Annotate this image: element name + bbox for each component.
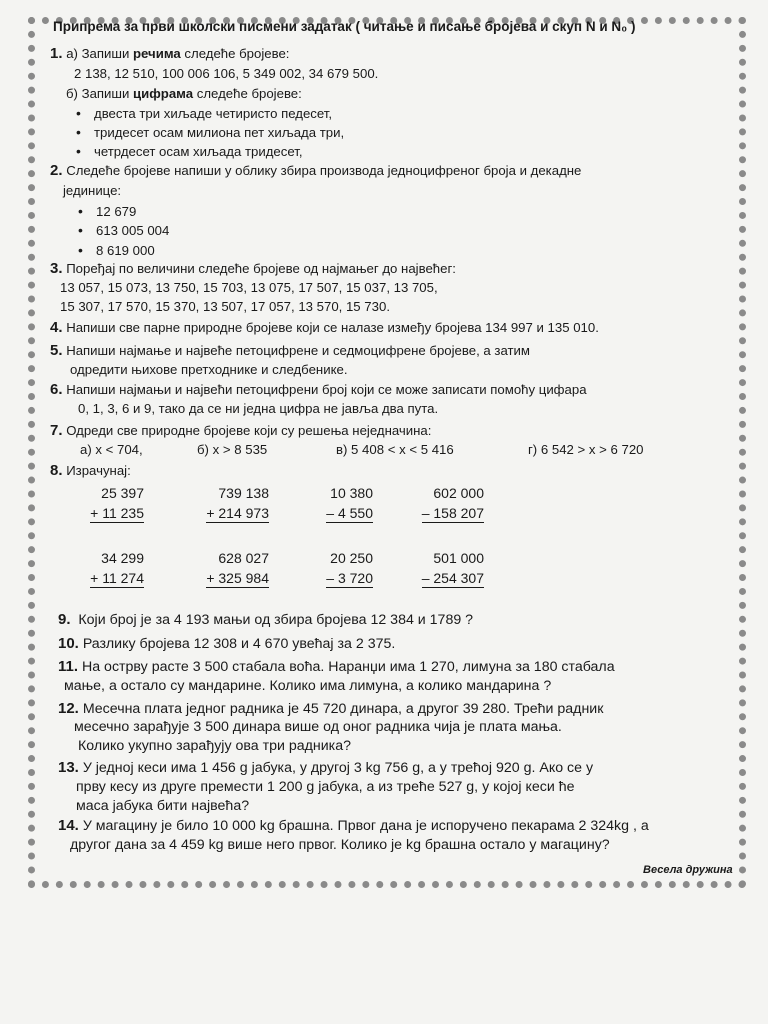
- operand-bottom: + 11 274: [90, 570, 144, 586]
- task-14-line2: другог дана за 4 459 kg више него првог. Колико је kg брашна остало у магацину?: [70, 837, 610, 853]
- operand-top: 501 000: [433, 550, 484, 566]
- task-14: 14. У магацину је било 10 000 kg брашна. Првог дана је испоручено пекарама 2 324kg , а: [58, 817, 649, 834]
- task-number: 4.: [50, 319, 63, 336]
- list-item: • тридесет осам милиона пет хиљада три,: [94, 125, 344, 141]
- list-item: • 12 679: [96, 204, 136, 220]
- task-2: 2. Следеће бројеве напиши у облику збира производа једноцифреног броја и декадне: [50, 162, 582, 179]
- task-1-a: 1. а) Запиши речима следеће бројеве:: [50, 45, 290, 62]
- list-item: • двеста три хиљаде четиристо педесет,: [94, 106, 332, 122]
- publisher-footer: Весела дружина: [643, 864, 733, 876]
- inequality-a: а) x < 704,: [80, 442, 143, 457]
- task-3: 3. Поређај по величини следеће бројеве од најмањег до највећег:: [50, 260, 456, 277]
- operand-bottom: – 254 307: [421, 570, 484, 586]
- task-10: 10. Разлику бројева 12 308 и 4 670 увећај за 2 375.: [58, 635, 396, 652]
- task-12: 12. Месечна плата једног радника је 45 720 динара, а другог 39 280. Трећи радник: [58, 700, 604, 717]
- inequality-d: г) 6 542 > x > 6 720: [528, 442, 644, 457]
- operand-top: 628 027: [218, 550, 269, 566]
- operand-bottom: + 11 235: [90, 505, 144, 521]
- task-9: 9. Који број је за 4 193 мањи од збира бројева 12 384 и 1789 ?: [58, 611, 474, 628]
- operand-bottom: – 4 550: [326, 505, 373, 521]
- task-number: 11.: [58, 658, 79, 675]
- task-number: 14.: [58, 817, 79, 834]
- task-1-numbers: 2 138, 12 510, 100 006 106, 5 349 002, 34 679 500.: [74, 66, 379, 81]
- list-item: • 613 005 004: [96, 223, 169, 239]
- task-number: 2.: [50, 162, 63, 179]
- operand-top: 25 397: [101, 485, 144, 501]
- operand-bottom: + 325 984: [206, 570, 269, 586]
- task-number: 6.: [50, 381, 63, 398]
- list-item: • 8 619 000: [96, 243, 155, 259]
- task-8: 8. Израчунај:: [50, 462, 131, 479]
- operand-top: 20 250: [330, 550, 373, 566]
- operand-bottom: – 3 720: [326, 570, 373, 586]
- task-number: 9.: [58, 611, 71, 628]
- task-number: 3.: [50, 260, 63, 277]
- operand-bottom: – 158 207: [421, 505, 484, 521]
- task-5: 5. Напиши најмање и највеће петоцифрене и седмоцифрене бројеве, а затим: [50, 342, 530, 359]
- task-11-line2: мање, а остало су мандарине. Колико има лимуна, а колико мандарина ?: [64, 678, 552, 694]
- task-12-line2: месечно зарађује 3 500 динара више од оног радника чија је плата мања.: [74, 719, 562, 735]
- task-3-row2: 15 307, 17 570, 15 370, 13 507, 17 057, 13 570, 15 730.: [60, 299, 390, 314]
- list-item: • четрдесет осам хиљада тридесет,: [94, 144, 303, 160]
- task-2-line2: јединице:: [63, 183, 122, 198]
- task-number: 5.: [50, 342, 63, 359]
- task-12-line3: Колико укупно зарађују ова три радника?: [78, 738, 351, 754]
- task-number: 10.: [58, 635, 79, 652]
- task-number: 12.: [58, 700, 79, 717]
- task-6: 6. Напиши најмањи и највећи петоцифрени број који се може записати помоћу цифара: [50, 381, 587, 398]
- task-1-b: б) Запиши цифрама следеће бројеве:: [66, 86, 302, 101]
- task-13: 13. У једној кеси има 1 456 g јабука, у другој 3 kg 756 g, а у трећој 920 g. Ако се у: [58, 759, 594, 776]
- operand-top: 10 380: [330, 485, 373, 501]
- task-number: 8.: [50, 462, 63, 479]
- operand-top: 739 138: [218, 485, 269, 501]
- page-title: Припрема за први школски писмени задатак ( читање и писање бројева и скуп N и N₀ ): [53, 19, 636, 34]
- operand-top: 34 299: [101, 550, 144, 566]
- task-5-line2: одредити њихове претходнике и следбенике.: [70, 362, 348, 377]
- task-number: 7.: [50, 422, 63, 439]
- task-6-line2: 0, 1, 3, 6 и 9, тако да се ни једна цифра не јавља два пута.: [78, 401, 439, 416]
- task-13-line3: маса јабука бити највећа?: [76, 798, 250, 814]
- task-7: 7. Одреди све природне бројеве који су решења неједначина:: [50, 422, 432, 439]
- operand-top: 602 000: [433, 485, 484, 501]
- task-3-row1: 13 057, 15 073, 13 750, 15 703, 13 075, 17 507, 15 037, 13 705,: [60, 280, 438, 295]
- inequality-b: б) x > 8 535: [197, 442, 268, 457]
- operand-bottom: + 214 973: [206, 505, 269, 521]
- task-number: 1.: [50, 45, 63, 62]
- task-number: 13.: [58, 759, 79, 776]
- task-11: 11. На острву расте 3 500 стабала воћа. Наранџи има 1 270, лимуна за 180 стабала: [58, 658, 615, 675]
- task-4: 4. Напиши све парне природне бројеве који се налазе између бројева 134 997 и 135 010.: [50, 319, 599, 336]
- task-13-line2: прву кесу из друге премести 1 200 g јабука, а из треће 527 g, у којој кеси ће: [76, 779, 575, 795]
- inequality-c: в) 5 408 < x < 5 416: [336, 442, 454, 457]
